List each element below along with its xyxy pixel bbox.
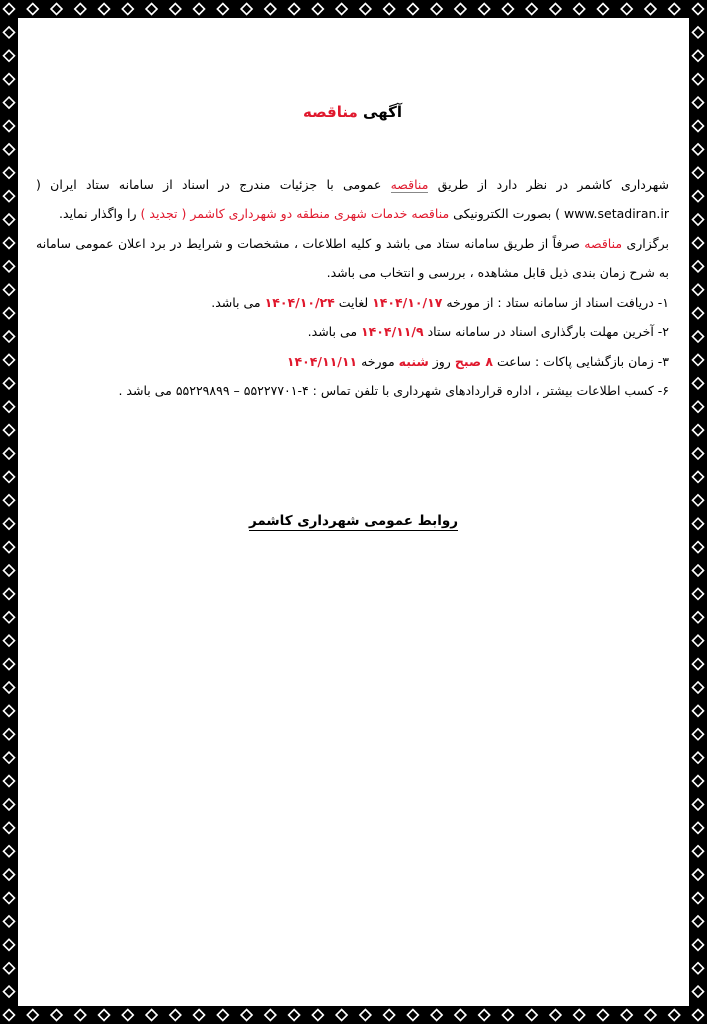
item1-start-date: ۱۴۰۴/۱۰/۱۷ <box>372 294 443 310</box>
paragraph-intro <box>36 170 669 229</box>
intro-text-f: را واگذار نماید. <box>59 206 137 221</box>
intro-text-d: ) بصورت الکترونیکی <box>453 206 561 221</box>
signature-block <box>0 510 707 529</box>
holding-text-a: برگزاری <box>626 235 669 251</box>
item3-text-a: ۳- زمان بازگشایی پاکات : ساعت <box>497 353 669 369</box>
border-bottom <box>0 1006 707 1024</box>
item-upload-deadline <box>36 317 669 347</box>
intro-text-c: عمومی با جزئیات مندرج در اسناد از سامانه ستاد ایران ( <box>36 176 382 192</box>
setadiran-link[interactable]: www.setadiran.ir <box>564 206 669 221</box>
holding-text-c: صرفاً از طریق سامانه ستاد می باشد و کلیه اطلاعات ، مشخصات و شرایط در برد اعلان عمومی سامانه به شرح زمان بندی ذیل قابل مشاهده ، بررسی و انتخاب می باشد. <box>36 235 669 280</box>
item2-text-a: ۲- آخرین مهلت بارگذاری اسناد در سامانه ستاد <box>427 324 669 339</box>
item-receive-documents <box>36 288 669 318</box>
intro-text-a: شهرداری کاشمر در نظر دارد از طریق <box>437 176 669 192</box>
item1-end-date: ۱۴۰۴/۱۰/۲۴ <box>264 294 335 310</box>
item1-text-a: ۱- دریافت اسناد از سامانه ستاد : از مورخه <box>446 294 669 310</box>
holding-tender-word: مناقصه <box>584 235 623 251</box>
paragraph-holding <box>36 229 669 288</box>
item3-time: ۸ صبح <box>454 353 494 369</box>
item1-text-b: لغایت <box>338 294 369 310</box>
title-prefix: آگهی <box>363 103 402 121</box>
notice-body <box>36 98 669 406</box>
notice-title <box>36 98 669 128</box>
item6-text: ۶- کسب اطلاعات بیشتر ، اداره قراردادهای شهرداری با تلفن تماس : ۴-۵۵۲۲۷۷۰۱ – ۵۵۲۲۹۸۹۹ می باشد . <box>118 383 669 398</box>
item3-date: ۱۴۰۴/۱۱/۱۱ <box>286 353 358 369</box>
item-contact-info <box>36 376 669 406</box>
item3-day: شنبه <box>398 353 429 369</box>
signature: روابط عمومی شهرداری کاشمر <box>248 513 459 529</box>
item3-text-b: روز <box>432 353 451 369</box>
intro-tender-subject: مناقصه خدمات شهری منطقه دو شهرداری کاشمر ( تجدید ) <box>140 206 450 221</box>
intro-tender-word: مناقصه <box>390 176 429 192</box>
border-top <box>0 0 707 18</box>
item3-text-c: مورخه <box>361 353 395 369</box>
item2-text-b: می باشد. <box>307 324 358 339</box>
item-opening-time <box>36 347 669 377</box>
title-tender: مناقصه <box>303 103 358 121</box>
item2-date: ۱۴۰۴/۱۱/۹ <box>361 324 424 339</box>
item1-text-c: می باشد. <box>211 294 261 310</box>
